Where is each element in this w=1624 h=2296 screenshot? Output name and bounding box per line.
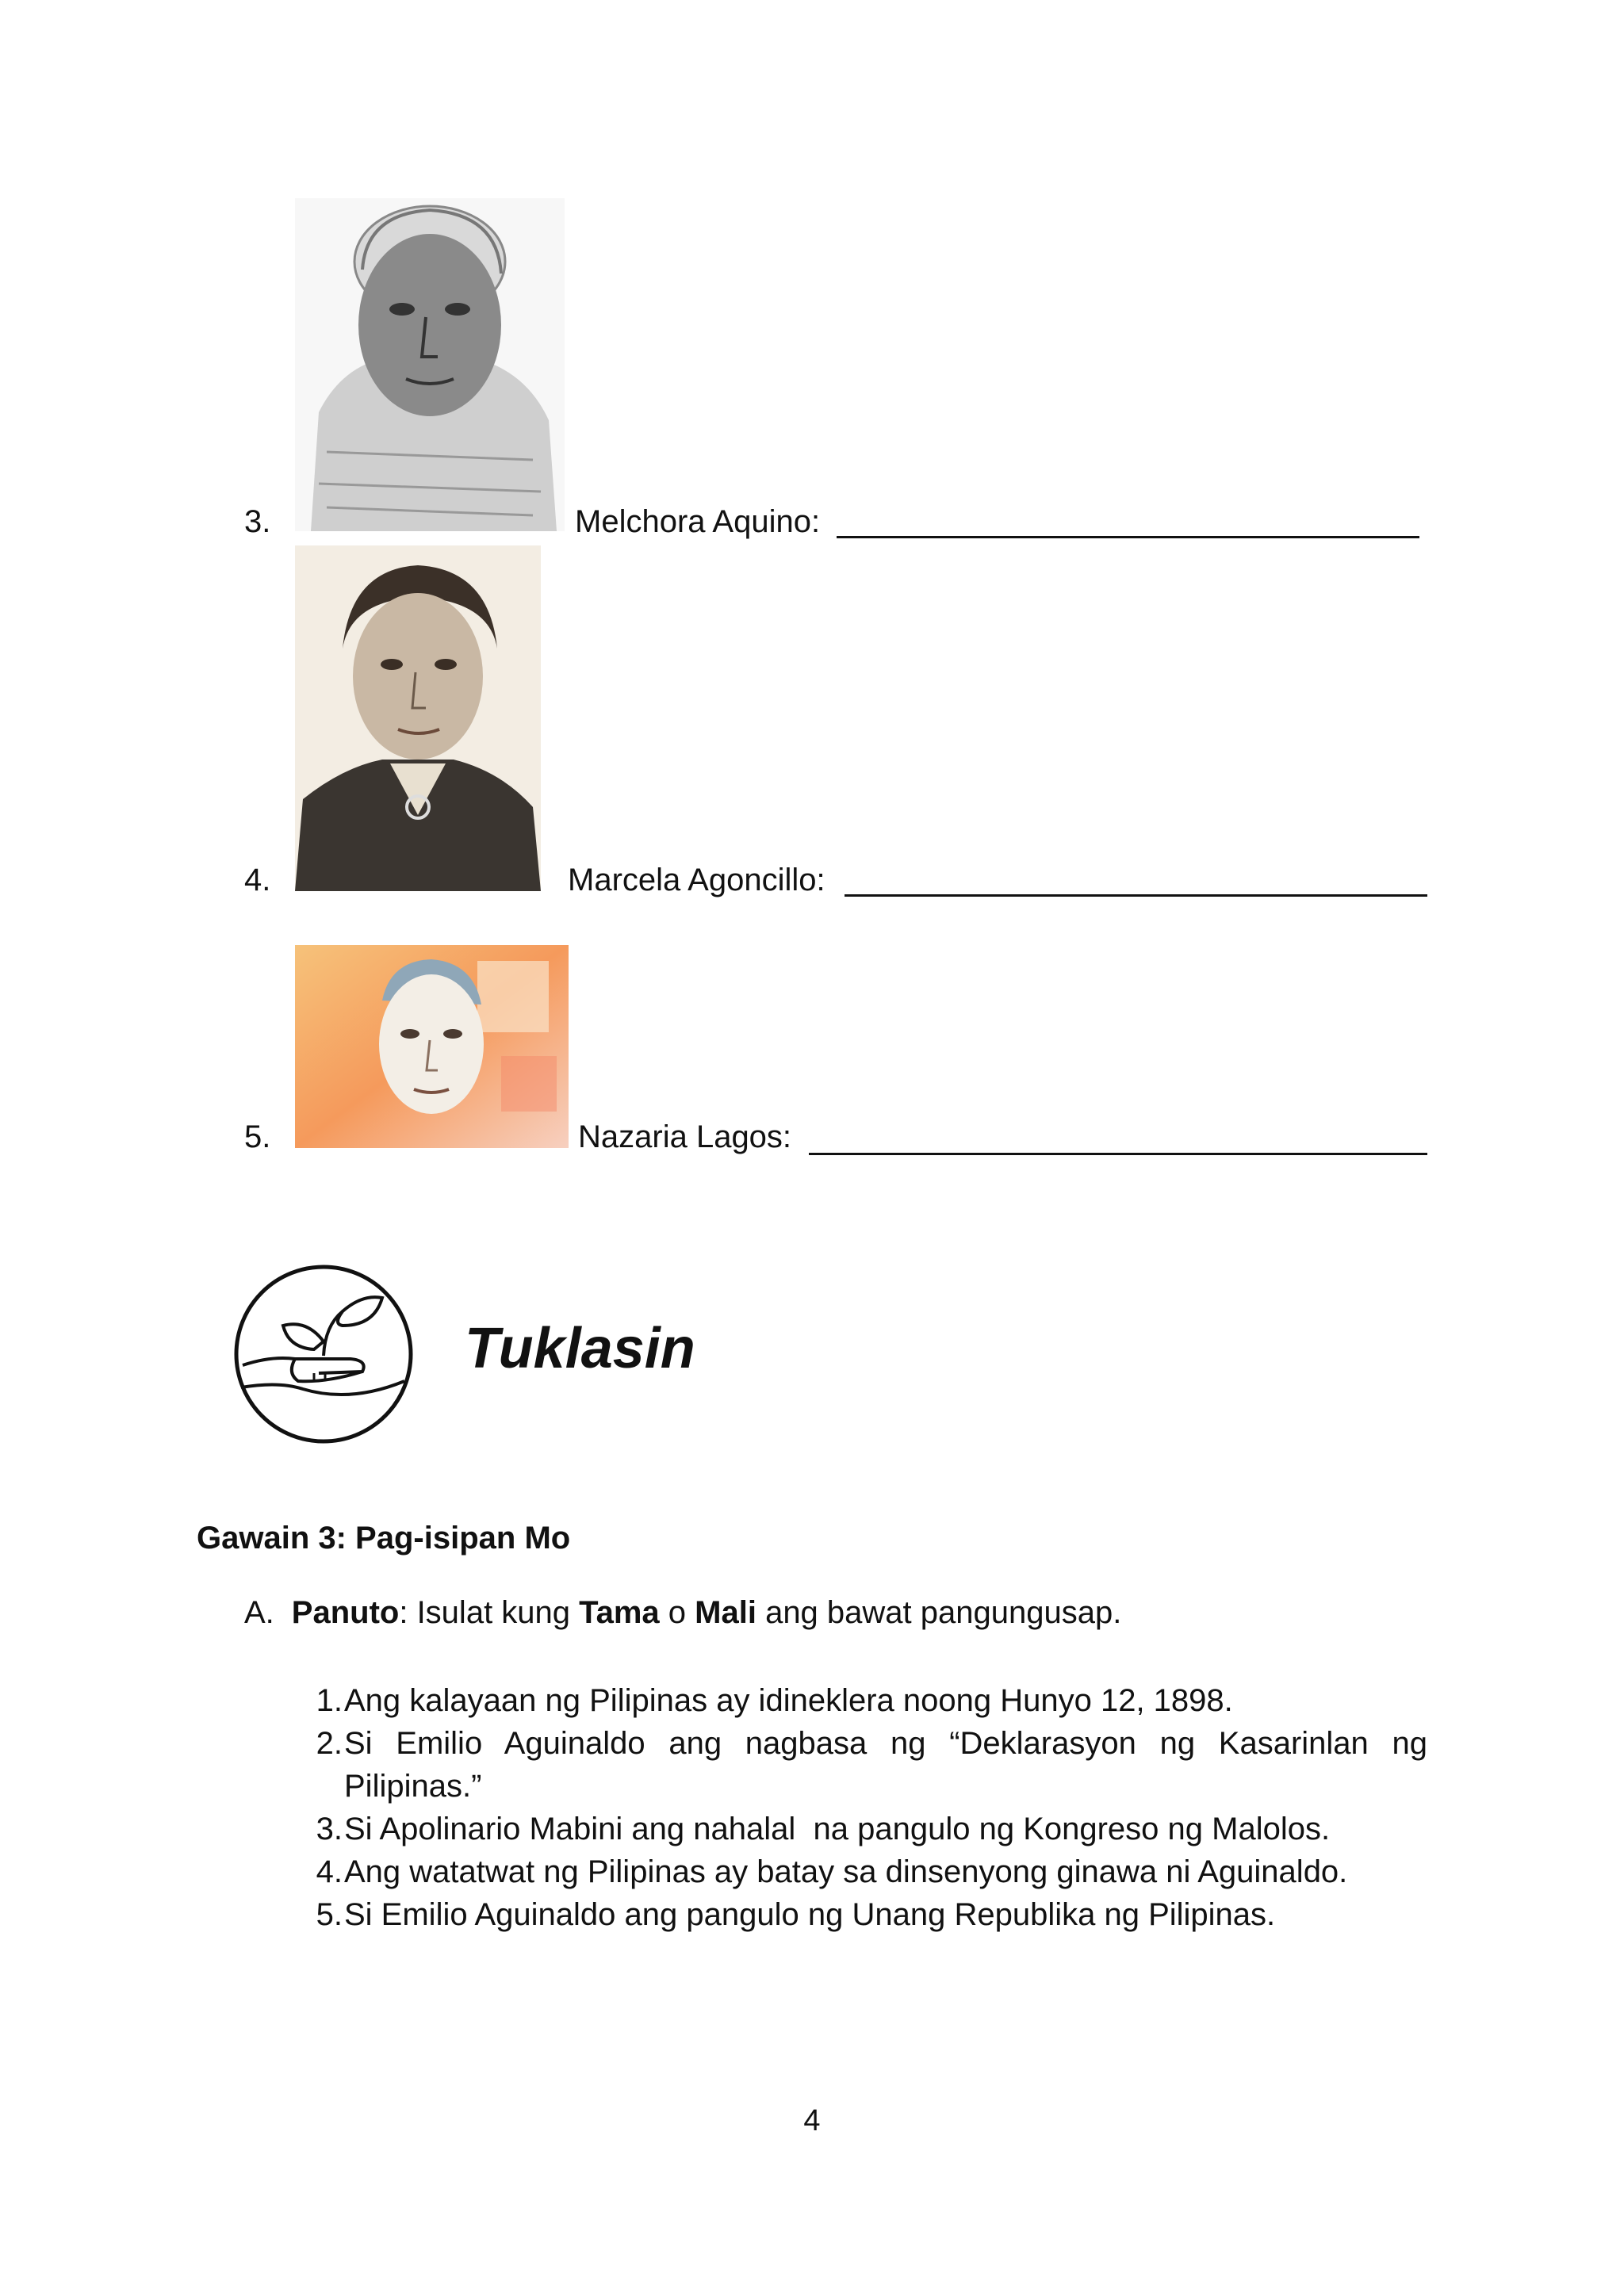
statement-text: Si Emilio Aguinaldo ang pangulo ng Unang Republika ng Pilipinas.: [344, 1897, 1276, 1932]
instruction-text: o: [659, 1595, 695, 1630]
item-number: 5.: [316, 1897, 343, 1932]
list-item: [295, 1722, 1427, 1808]
melchora-aquino-portrait: [295, 198, 565, 531]
page-number: 4: [803, 2104, 821, 2137]
list-item: [295, 1808, 1427, 1850]
item-number: 3.: [244, 504, 271, 539]
item-number: 3.: [316, 1812, 343, 1846]
instruction: [244, 1595, 1121, 1631]
marcela-agoncillo-portrait: [295, 545, 541, 891]
statement-text: Ang watatwat ng Pilipinas ay batay sa dinsenyong ginawa ni Aguinaldo.: [344, 1854, 1348, 1889]
mali-word: Mali: [695, 1595, 756, 1630]
item-number: 4.: [244, 863, 271, 897]
instruction-text: : Isulat kung: [399, 1595, 580, 1630]
item-number: 5.: [244, 1119, 271, 1154]
item-number: 1.: [316, 1683, 343, 1718]
hand-with-seedling-icon: [232, 1262, 416, 1446]
item-number: 2.: [316, 1726, 343, 1761]
item-number: 4.: [316, 1854, 343, 1889]
answer-blank[interactable]: [845, 894, 1427, 897]
activity-heading: Gawain 3: Pag-isipan Mo: [197, 1521, 571, 1556]
item-label: Marcela Agoncillo:: [568, 863, 825, 897]
statement-text-continued: Pilipinas.”: [344, 1769, 482, 1804]
item-label: Nazaria Lagos:: [578, 1119, 792, 1154]
answer-blank[interactable]: [837, 536, 1419, 538]
list-item: [295, 1850, 1427, 1893]
list-item: [295, 1679, 1427, 1722]
panuto-label: Panuto: [291, 1595, 400, 1630]
statement-text: Ang kalayaan ng Pilipinas ay idineklera noong Hunyo 12, 1898.: [344, 1683, 1233, 1718]
instruction-letter: A.: [244, 1595, 274, 1630]
statement-text: Si Emilio Aguinaldo ang nagbasa ng “Deklarasyon ng Kasarinlan ng: [344, 1726, 1427, 1761]
item-label: Melchora Aquino:: [575, 504, 821, 539]
instruction-text: ang bawat pangungusap.: [756, 1595, 1122, 1630]
nazaria-lagos-portrait: [295, 945, 569, 1148]
section-title: Tuklasin: [465, 1317, 695, 1380]
answer-blank[interactable]: [809, 1153, 1427, 1155]
tama-word: Tama: [579, 1595, 660, 1630]
statement-text: Si Apolinario Mabini ang nahalal na pangulo ng Kongreso ng Malolos.: [344, 1812, 1331, 1846]
list-item: [295, 1893, 1427, 1936]
